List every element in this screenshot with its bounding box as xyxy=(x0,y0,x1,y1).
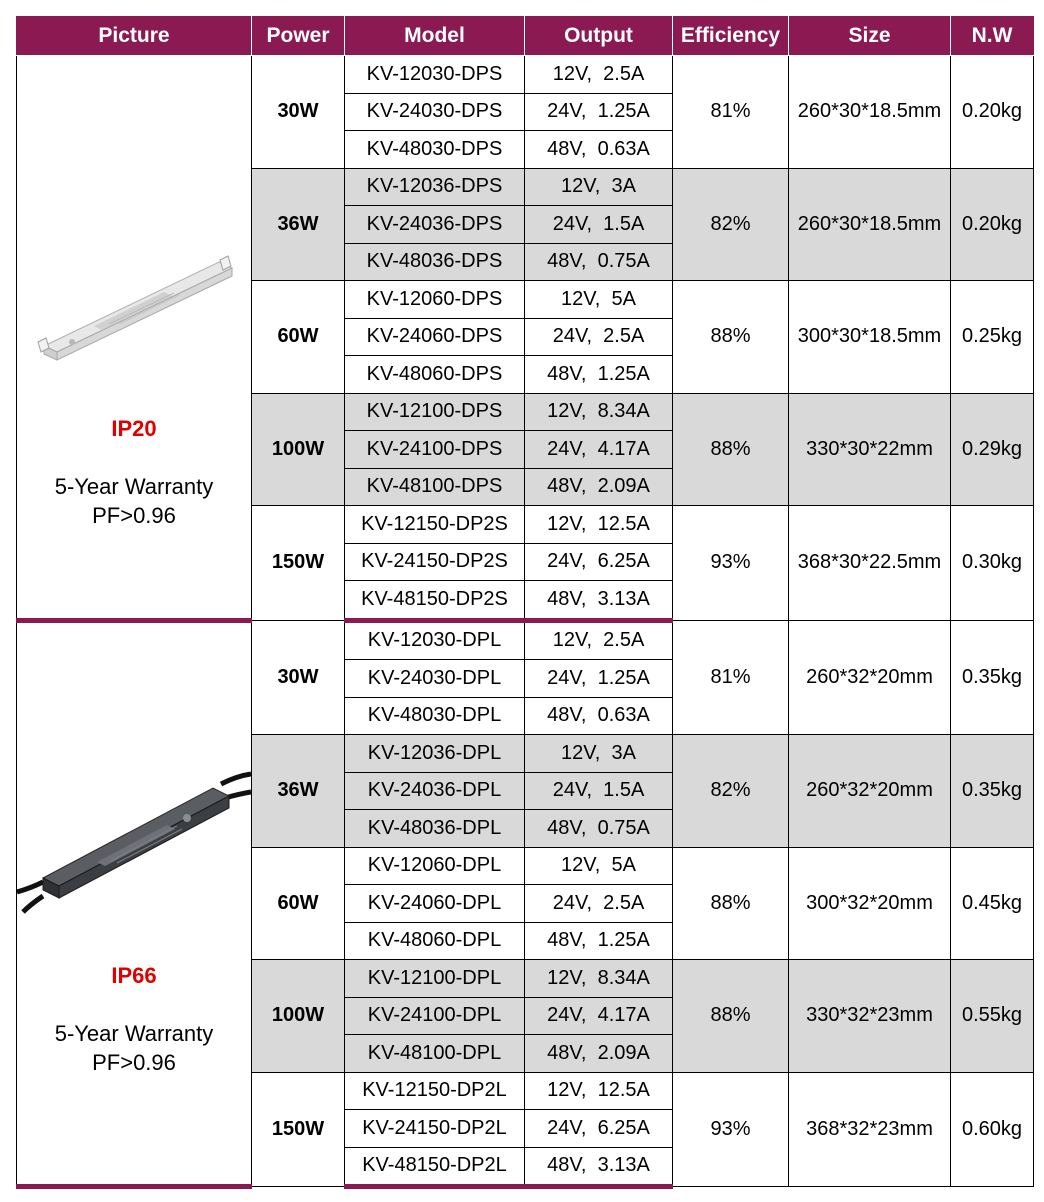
output-cell: 24V, 1.25A xyxy=(525,93,673,131)
nw-cell: 0.45kg xyxy=(951,847,1034,960)
size-cell: 260*32*20mm xyxy=(789,735,951,848)
output-cell: 24V, 1.25A xyxy=(525,660,673,698)
model-cell: KV-24030-DPS xyxy=(345,93,525,131)
nw-cell: 0.60kg xyxy=(951,1072,1034,1187)
output-cell: 24V, 2.5A xyxy=(525,318,673,356)
output-cell: 24V, 6.25A xyxy=(525,543,673,581)
size-cell: 368*30*22.5mm xyxy=(789,506,951,621)
model-cell: KV-12030-DPL xyxy=(345,620,525,660)
nw-cell: 0.20kg xyxy=(951,56,1034,169)
output-cell: 12V, 5A xyxy=(525,281,673,319)
output-cell: 12V, 2.5A xyxy=(525,56,673,94)
header-picture: Picture xyxy=(17,17,252,56)
model-cell: KV-24060-DPS xyxy=(345,318,525,356)
model-cell: KV-24100-DPL xyxy=(345,997,525,1035)
model-cell: KV-12060-DPS xyxy=(345,281,525,319)
table-body xyxy=(17,56,1034,1187)
output-cell: 48V, 3.13A xyxy=(525,1147,673,1187)
output-cell: 12V, 8.34A xyxy=(525,393,673,431)
output-cell: 12V, 2.5A xyxy=(525,620,673,660)
efficiency-cell: 88% xyxy=(673,281,789,394)
output-cell: 24V, 1.5A xyxy=(525,206,673,244)
product-image xyxy=(17,56,251,384)
size-cell: 300*32*20mm xyxy=(789,847,951,960)
warranty-text: 5-Year Warranty xyxy=(54,1020,214,1046)
header-size: Size xyxy=(789,17,951,56)
efficiency-cell: 88% xyxy=(673,960,789,1073)
picture-content xyxy=(17,56,251,618)
nw-cell: 0.35kg xyxy=(951,620,1034,735)
picture-content xyxy=(17,623,251,1185)
efficiency-cell: 82% xyxy=(673,735,789,848)
ip-rating: IP20 xyxy=(111,416,157,441)
power-cell: 36W xyxy=(252,735,345,848)
table-header xyxy=(17,17,1034,56)
efficiency-cell: 88% xyxy=(673,847,789,960)
size-cell: 330*30*22mm xyxy=(789,393,951,506)
output-cell: 12V, 3A xyxy=(525,735,673,773)
power-cell: 30W xyxy=(252,620,345,735)
product-image xyxy=(17,623,251,948)
ip-rating: IP66 xyxy=(111,962,157,988)
model-cell: KV-48100-DPS xyxy=(345,468,525,506)
efficiency-cell: 88% xyxy=(673,393,789,506)
nw-cell: 0.55kg xyxy=(951,960,1034,1073)
efficiency-cell: 93% xyxy=(673,506,789,621)
header-efficiency: Efficiency xyxy=(673,17,789,56)
model-cell: KV-48060-DPL xyxy=(345,922,525,960)
table-row xyxy=(17,620,1034,660)
output-cell: 48V, 0.75A xyxy=(525,243,673,281)
model-cell: KV-24100-DPS xyxy=(345,431,525,469)
output-cell: 12V, 12.5A xyxy=(525,1072,673,1110)
power-cell: 100W xyxy=(252,960,345,1073)
power-cell: 150W xyxy=(252,1072,345,1187)
output-cell: 48V, 1.25A xyxy=(525,356,673,394)
model-cell: KV-24036-DPL xyxy=(345,772,525,810)
header-power: Power xyxy=(252,17,345,56)
efficiency-cell: 93% xyxy=(673,1072,789,1187)
model-cell: KV-48060-DPS xyxy=(345,356,525,394)
model-cell: KV-48030-DPS xyxy=(345,131,525,169)
model-cell: KV-24036-DPS xyxy=(345,206,525,244)
nw-cell: 0.25kg xyxy=(951,281,1034,394)
model-cell: KV-24150-DP2S xyxy=(345,543,525,581)
white-slim-driver-icon xyxy=(24,224,244,384)
model-cell: KV-12150-DP2S xyxy=(345,506,525,544)
efficiency-cell: 82% xyxy=(673,168,789,281)
power-cell: 60W xyxy=(252,847,345,960)
model-cell: KV-12036-DPL xyxy=(345,735,525,773)
output-cell: 48V, 2.09A xyxy=(525,1035,673,1073)
output-cell: 24V, 6.25A xyxy=(525,1110,673,1148)
model-cell: KV-12060-DPL xyxy=(345,847,525,885)
size-cell: 300*30*18.5mm xyxy=(789,281,951,394)
efficiency-cell: 81% xyxy=(673,56,789,169)
model-cell: KV-12100-DPS xyxy=(345,393,525,431)
size-cell: 330*32*23mm xyxy=(789,960,951,1073)
power-cell: 100W xyxy=(252,393,345,506)
spec-table xyxy=(16,16,1034,1189)
output-cell: 24V, 4.17A xyxy=(525,997,673,1035)
output-cell: 24V, 2.5A xyxy=(525,885,673,923)
output-cell: 48V, 0.75A xyxy=(525,810,673,848)
model-cell: KV-24150-DP2L xyxy=(345,1110,525,1148)
model-cell: KV-48150-DP2S xyxy=(345,581,525,621)
nw-cell: 0.20kg xyxy=(951,168,1034,281)
table-row xyxy=(17,56,1034,94)
size-cell: 260*30*18.5mm xyxy=(789,56,951,169)
model-cell: KV-48100-DPL xyxy=(345,1035,525,1073)
size-cell: 260*30*18.5mm xyxy=(789,168,951,281)
power-cell: 36W xyxy=(252,168,345,281)
output-cell: 48V, 3.13A xyxy=(525,581,673,621)
model-cell: KV-12150-DP2L xyxy=(345,1072,525,1110)
output-cell: 48V, 0.63A xyxy=(525,697,673,735)
size-cell: 260*32*20mm xyxy=(789,620,951,735)
output-cell: 12V, 5A xyxy=(525,847,673,885)
nw-cell: 0.35kg xyxy=(951,735,1034,848)
power-cell: 150W xyxy=(252,506,345,621)
power-cell: 60W xyxy=(252,281,345,394)
model-cell: KV-12030-DPS xyxy=(345,56,525,94)
header-model: Model xyxy=(345,17,525,56)
output-cell: 48V, 2.09A xyxy=(525,468,673,506)
model-cell: KV-48150-DP2L xyxy=(345,1147,525,1187)
power-cell: 30W xyxy=(252,56,345,169)
power-factor-text: PF>0.96 xyxy=(92,503,176,528)
output-cell: 12V, 12.5A xyxy=(525,506,673,544)
model-cell: KV-48036-DPS xyxy=(345,243,525,281)
output-cell: 48V, 0.63A xyxy=(525,131,673,169)
model-cell: KV-24060-DPL xyxy=(345,885,525,923)
warranty-text: 5-Year Warranty xyxy=(54,474,214,499)
header-nw: N.W xyxy=(951,17,1034,56)
model-cell: KV-24030-DPL xyxy=(345,660,525,698)
power-factor-text: PF>0.96 xyxy=(92,1049,176,1075)
nw-cell: 0.29kg xyxy=(951,393,1034,506)
nw-cell: 0.30kg xyxy=(951,506,1034,621)
header-output: Output xyxy=(525,17,673,56)
output-cell: 12V, 8.34A xyxy=(525,960,673,998)
picture-cell xyxy=(17,620,252,1187)
output-cell: 24V, 1.5A xyxy=(525,772,673,810)
output-cell: 12V, 3A xyxy=(525,168,673,206)
model-cell: KV-48030-DPL xyxy=(345,697,525,735)
output-cell: 48V, 1.25A xyxy=(525,922,673,960)
black-waterproof-driver-icon xyxy=(17,768,251,948)
output-cell: 24V, 4.17A xyxy=(525,431,673,469)
efficiency-cell: 81% xyxy=(673,620,789,735)
picture-cell xyxy=(17,56,252,621)
model-cell: KV-12100-DPL xyxy=(345,960,525,998)
model-cell: KV-12036-DPS xyxy=(345,168,525,206)
size-cell: 368*32*23mm xyxy=(789,1072,951,1187)
model-cell: KV-48036-DPL xyxy=(345,810,525,848)
